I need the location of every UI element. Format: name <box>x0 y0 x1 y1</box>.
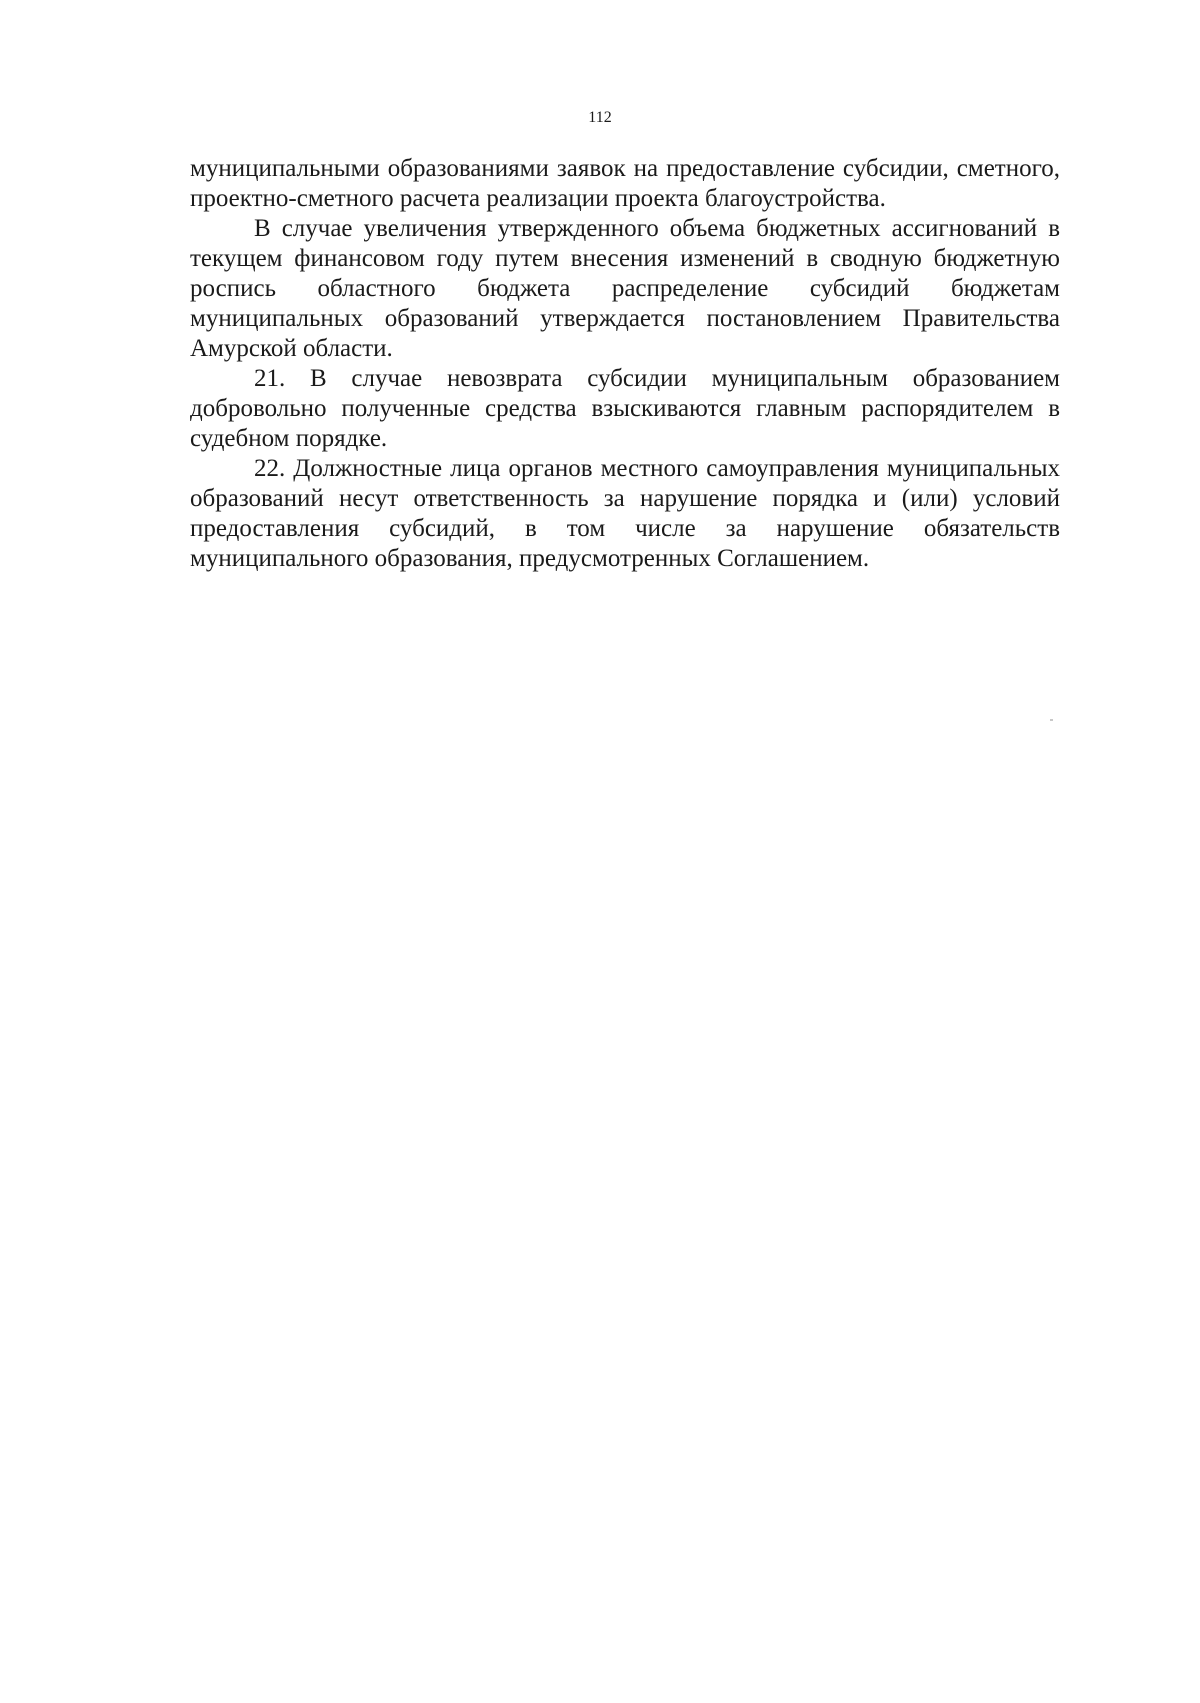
page-number: 112 <box>588 109 612 126</box>
document-body <box>190 154 1060 574</box>
paragraph-continuation: муниципальными образованиями заявок на предоставление субсидии, сметного, проектно-сметного расчета реализации проекта благоустройства. <box>190 155 1060 212</box>
paragraph-21: 21. В случае невозврата субсидии муниципальным образованием добровольно полученные средства взыскиваются главным распорядителем в судебном порядке. <box>190 365 1060 452</box>
paragraph-budget-increase: В случае увеличения утвержденного объема бюджетных ассигнований в текущем финансовом году путем внесения изменений в сводную бюджетную роспись областного бюджета распределение субсидий бюджетам муниципальных образований утверждается постановлением Правительства Амурской области. <box>190 215 1060 362</box>
scan-artifact <box>1050 719 1053 721</box>
paragraph-22: 22. Должностные лица органов местного самоуправления муниципальных образований несут ответственность за нарушение порядка и (или) условий предоставления субсидий, в том числе за нарушение обязательств муниципального образования, предусмотренных Соглашением. <box>190 455 1060 572</box>
